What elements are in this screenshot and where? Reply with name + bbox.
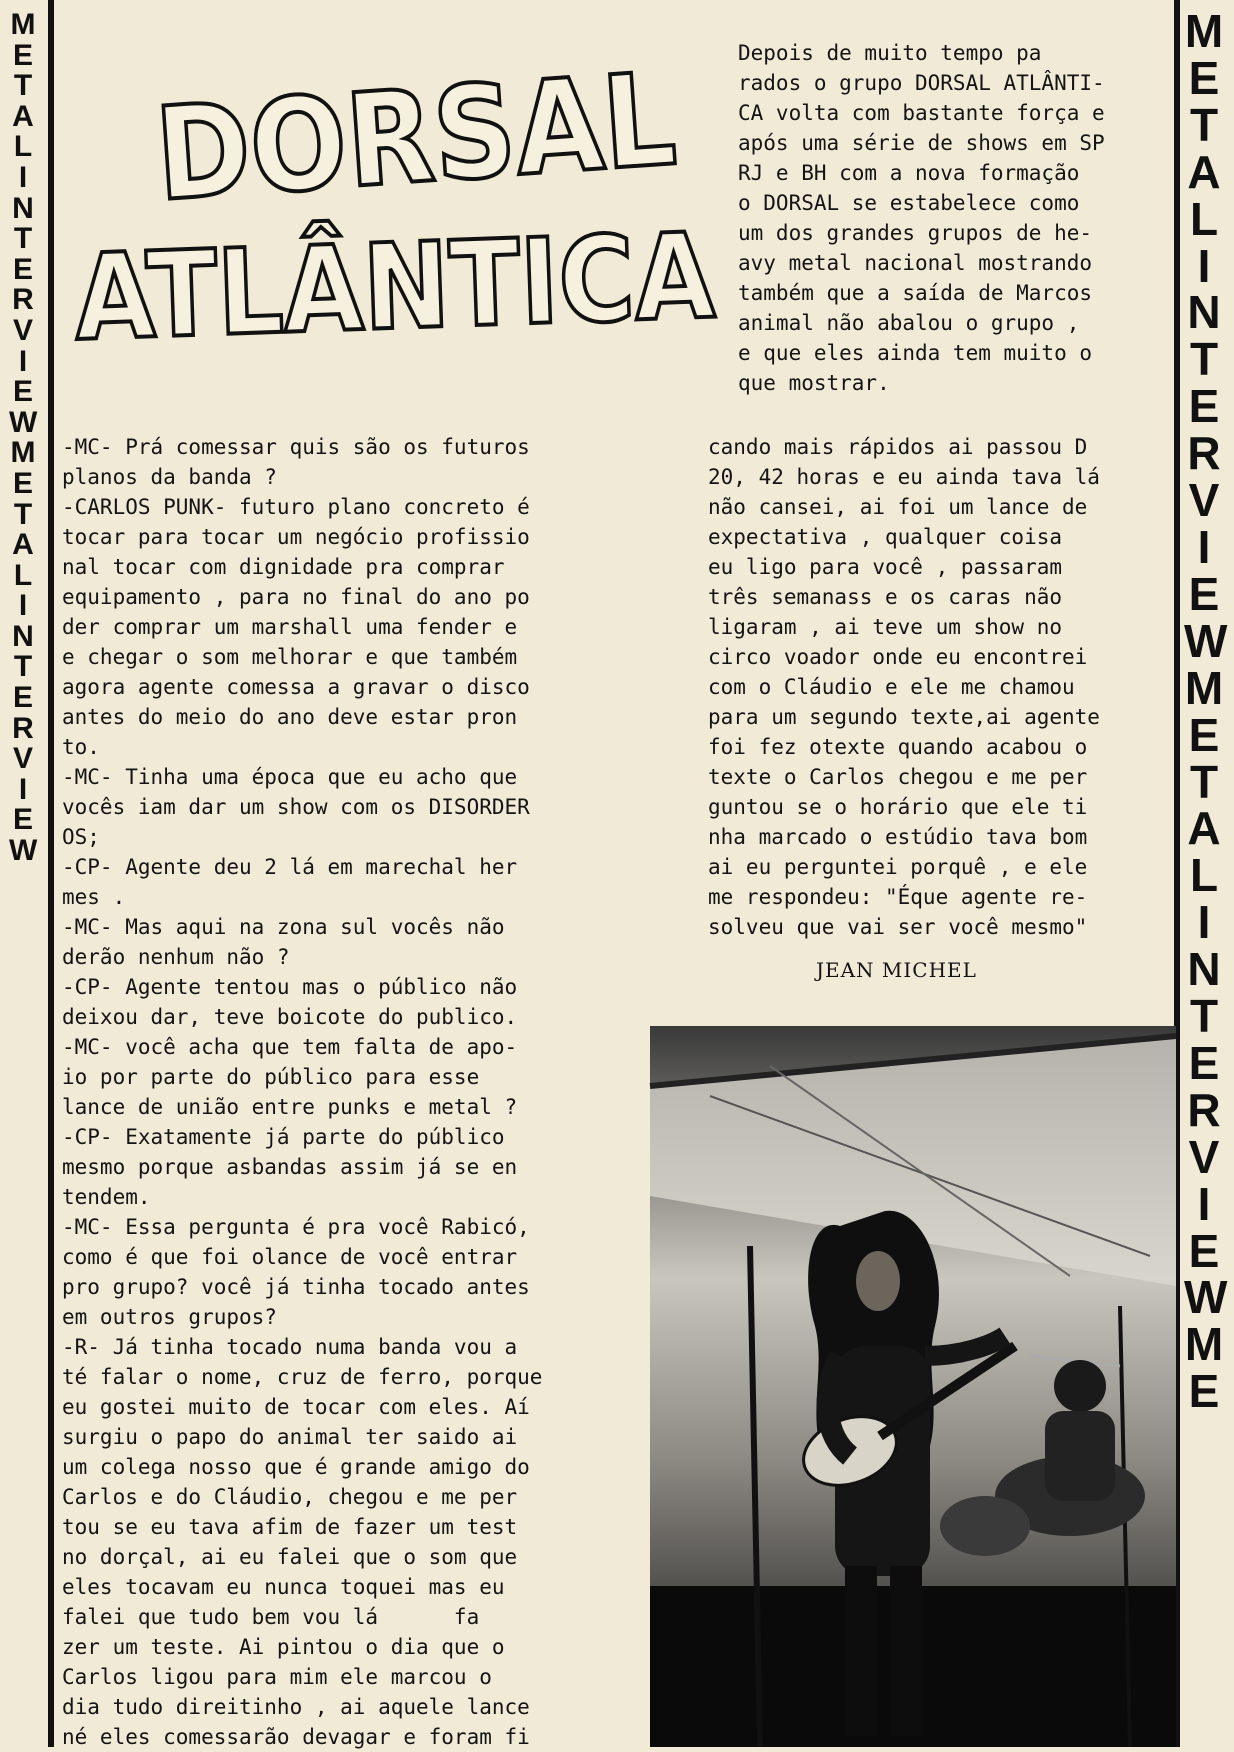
interview-line: té falar o nome, cruz de ferro, porque: [62, 1365, 543, 1389]
band-logo: [60, 8, 808, 378]
logo-line-2: ATLÂNTICA: [72, 203, 808, 367]
interview-line: -CP- Agente deu 2 lá em marechal her: [62, 855, 518, 879]
interview-line: deixou dar, teve boicote do publico.: [62, 1005, 518, 1029]
interview-line: zer um teste. Ai pintou o dia que o: [62, 1635, 505, 1659]
interview-left-column: [62, 432, 642, 1752]
interview-line: eu ligo para você , passaram: [708, 555, 1063, 579]
intro-line: um dos grandes grupos de he-: [738, 221, 1093, 245]
intro-line: rados o grupo DORSAL ATLÂNTI-: [738, 71, 1105, 95]
intro-line: animal não abalou o grupo ,: [738, 311, 1080, 335]
band-photo: [650, 1026, 1176, 1747]
interview-line: -MC- Essa pergunta é pra você Rabicó,: [62, 1215, 530, 1239]
interview-line: circo voador onde eu encontrei: [708, 645, 1088, 669]
interview-line: tou se eu tava afim de fazer um test: [62, 1515, 518, 1539]
interview-line: como é que foi olance de você entrar: [62, 1245, 518, 1269]
interview-line: -R- Já tinha tocado numa banda vou a: [62, 1335, 518, 1359]
intro-line: após uma série de shows em SP: [738, 131, 1105, 155]
interview-line: para um segundo texte,ai agente: [708, 705, 1100, 729]
interview-line: -MC- você acha que tem falta de apo-: [62, 1035, 518, 1059]
interview-line: planos da banda ?: [62, 465, 277, 489]
right-margin-label: METAL INTERVIEW METAL INTERVIEWME: [1184, 5, 1228, 1418]
intro-line: também que a saída de Marcos: [738, 281, 1093, 305]
interview-line: der comprar um marshall uma fender e: [62, 615, 518, 639]
interview-line: foi fez otexte quando acabou o: [708, 735, 1088, 759]
intro-line: avy metal nacional mostrando: [738, 251, 1093, 275]
intro-line: RJ e BH com a nova formação: [738, 161, 1080, 185]
left-margin-strip: [0, 0, 46, 1747]
interview-line: dia tudo direitinho , ai aquele lance: [62, 1695, 530, 1719]
interview-line: Carlos e do Cláudio, chegou e me per: [62, 1485, 518, 1509]
interview-line: texte o Carlos chegou e me per: [708, 765, 1088, 789]
interview-line: tendem.: [62, 1185, 151, 1209]
interview-line: e chegar o som melhorar e que também: [62, 645, 518, 669]
interview-line: em outros grupos?: [62, 1305, 277, 1329]
intro-line: CA volta com bastante força e: [738, 101, 1105, 125]
intro-line: e que eles ainda tem muito o: [738, 341, 1093, 365]
interview-line: né eles comessarão devagar e foram fi: [62, 1725, 530, 1749]
interview-line: ligaram , ai teve um show no: [708, 615, 1063, 639]
intro-line: Depois de muito tempo pa: [738, 41, 1042, 65]
interview-line: guntou se o horário que ele ti: [708, 795, 1088, 819]
interview-line: agora agente comessa a gravar o disco: [62, 675, 530, 699]
interview-line: to.: [62, 735, 100, 759]
interview-line: equipamento , para no final do ano po: [62, 585, 530, 609]
intro-paragraph: [738, 38, 1170, 398]
interview-line: vocês iam dar um show com os DISORDER: [62, 795, 530, 819]
interview-line: lance de união entre punks e metal ?: [62, 1095, 518, 1119]
interview-line: cando mais rápidos ai passou D: [708, 435, 1088, 459]
interview-line: -CP- Exatamente já parte do público: [62, 1125, 505, 1149]
intro-line: o DORSAL se estabelece como: [738, 191, 1080, 215]
interview-line: io por parte do público para esse: [62, 1065, 480, 1089]
interview-line: -MC- Mas aqui na zona sul vocês não: [62, 915, 505, 939]
interview-line: eu gostei muito de tocar com eles. Aí: [62, 1395, 530, 1419]
band-photo-drawing: [650, 1026, 1176, 1747]
interview-line: me respondeu: "Éque agente re-: [708, 885, 1088, 909]
interview-line: ai eu perguntei porquê , e ele: [708, 855, 1088, 879]
interview-line: três semanass e os caras não: [708, 585, 1063, 609]
right-margin-strip: [1174, 0, 1234, 1747]
logo-line-1: DORSAL: [151, 40, 747, 231]
interview-line: -MC- Prá comessar quis são os futuros: [62, 435, 530, 459]
interview-line: nha marcado o estúdio tava bom: [708, 825, 1088, 849]
interview-line: OS;: [62, 825, 100, 849]
interview-line: Carlos ligou para mim ele marcou o: [62, 1665, 492, 1689]
interview-line: 20, 42 horas e eu ainda tava lá: [708, 465, 1100, 489]
interview-right-column: [708, 432, 1174, 942]
interview-line: pro grupo? você já tinha tocado antes: [62, 1275, 530, 1299]
interview-line: no dorçal, ai eu falei que o som que: [62, 1545, 518, 1569]
interview-line: -CARLOS PUNK- futuro plano concreto é: [62, 495, 530, 519]
left-divider-line: [48, 0, 54, 1747]
interview-line: com o Cláudio e ele me chamou: [708, 675, 1075, 699]
interview-line: eles tocavam eu nunca toquei mas eu: [62, 1575, 505, 1599]
interview-line: antes do meio do ano deve estar pron: [62, 705, 518, 729]
band-logo-drawing: [60, 8, 808, 378]
interview-line: mesmo porque asbandas assim já se en: [62, 1155, 518, 1179]
interview-line: não cansei, ai foi um lance de: [708, 495, 1088, 519]
intro-line: que mostrar.: [738, 371, 890, 395]
interview-line: surgiu o papo do animal ter saido ai: [62, 1425, 518, 1449]
interview-line: derão nenhum não ?: [62, 945, 290, 969]
interview-line: nal tocar com dignidade pra comprar: [62, 555, 505, 579]
author-signature: JEAN MICHEL: [816, 958, 977, 982]
interview-line: expectativa , qualquer coisa: [708, 525, 1063, 549]
interview-line: solveu que vai ser você mesmo": [708, 915, 1088, 939]
left-margin-label: METAL INTERVIEW METAL INTERVIEW: [9, 8, 38, 868]
interview-line: falei que tudo bem vou lá fa: [62, 1605, 480, 1629]
interview-line: -MC- Tinha uma época que eu acho que: [62, 765, 518, 789]
interview-line: mes .: [62, 885, 126, 909]
interview-line: um colega nosso que é grande amigo do: [62, 1455, 530, 1479]
interview-line: tocar para tocar um negócio profissio: [62, 525, 530, 549]
interview-line: -CP- Agente tentou mas o público não: [62, 975, 518, 999]
